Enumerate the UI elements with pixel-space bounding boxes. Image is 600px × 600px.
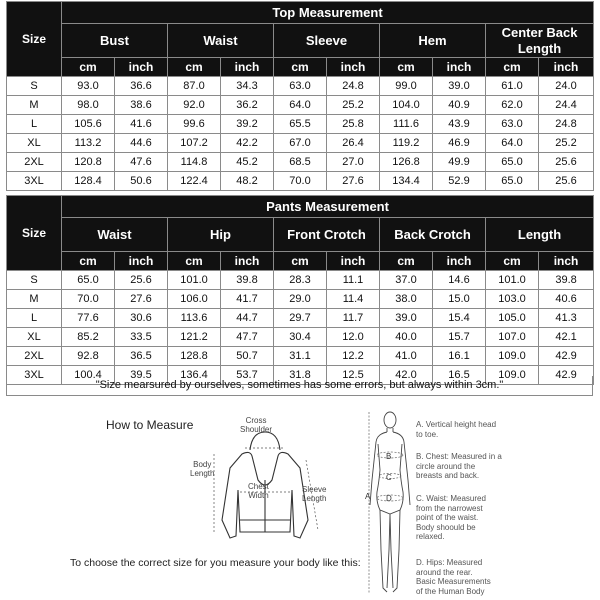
value-cell: 36.5 <box>115 347 168 366</box>
value-cell: 12.2 <box>327 347 380 366</box>
value-cell: 27.6 <box>327 172 380 191</box>
size-cell: 2XL <box>7 153 62 172</box>
value-cell: 109.0 <box>486 366 539 385</box>
group-header: Hem <box>380 24 486 58</box>
value-cell: 106.0 <box>168 290 221 309</box>
legend-b: B. Chest: Measured in a circle around the breasts and back. <box>416 452 502 480</box>
value-cell: 52.9 <box>433 172 486 191</box>
value-cell: 25.2 <box>539 134 594 153</box>
figure-letter-a: A <box>365 492 371 501</box>
unit-header: inch <box>327 252 380 271</box>
value-cell: 11.4 <box>327 290 380 309</box>
value-cell: 65.0 <box>486 153 539 172</box>
value-cell: 113.2 <box>62 134 115 153</box>
value-cell: 101.0 <box>486 271 539 290</box>
value-cell: 25.2 <box>327 96 380 115</box>
unit-header: cm <box>380 58 433 77</box>
value-cell: 65.5 <box>274 115 327 134</box>
value-cell: 50.6 <box>115 172 168 191</box>
value-cell: 92.8 <box>62 347 115 366</box>
value-cell: 120.8 <box>62 153 115 172</box>
value-cell: 63.0 <box>486 115 539 134</box>
value-cell: 107.0 <box>486 328 539 347</box>
table-row <box>7 96 594 115</box>
value-cell: 41.7 <box>221 290 274 309</box>
value-cell: 68.5 <box>274 153 327 172</box>
value-cell: 39.5 <box>115 366 168 385</box>
value-cell: 38.0 <box>380 290 433 309</box>
size-cell: 3XL <box>7 172 62 191</box>
value-cell: 63.0 <box>274 77 327 96</box>
size-cell: L <box>7 115 62 134</box>
value-cell: 64.0 <box>486 134 539 153</box>
value-cell: 61.0 <box>486 77 539 96</box>
value-cell: 27.6 <box>115 290 168 309</box>
value-cell: 136.4 <box>168 366 221 385</box>
size-cell: 3XL <box>7 366 62 385</box>
value-cell: 70.0 <box>62 290 115 309</box>
unit-header: cm <box>168 58 221 77</box>
value-cell: 24.0 <box>539 77 594 96</box>
value-cell: 105.6 <box>62 115 115 134</box>
value-cell: 53.7 <box>221 366 274 385</box>
value-cell: 33.5 <box>115 328 168 347</box>
size-cell: XL <box>7 134 62 153</box>
value-cell: 64.0 <box>274 96 327 115</box>
value-cell: 11.7 <box>327 309 380 328</box>
size-cell: S <box>7 271 62 290</box>
unit-header: cm <box>168 252 221 271</box>
value-cell: 24.8 <box>327 77 380 96</box>
value-cell: 44.6 <box>115 134 168 153</box>
value-cell: 42.0 <box>380 366 433 385</box>
unit-header: cm <box>62 58 115 77</box>
value-cell: 49.9 <box>433 153 486 172</box>
unit-header: inch <box>327 58 380 77</box>
legend-d: D. Hips: Measured around the rear. Basic Measurements of the Human Body <box>416 558 491 596</box>
value-cell: 47.7 <box>221 328 274 347</box>
value-cell: 40.9 <box>433 96 486 115</box>
unit-header: cm <box>274 58 327 77</box>
table-row <box>7 172 594 191</box>
table-title: Pants Measurement <box>62 196 594 218</box>
table-row <box>7 134 594 153</box>
value-cell: 25.8 <box>327 115 380 134</box>
value-cell: 24.4 <box>539 96 594 115</box>
table-row <box>7 328 594 347</box>
table-row <box>7 347 594 366</box>
figure-letter-d: D <box>386 494 392 503</box>
value-cell: 92.0 <box>168 96 221 115</box>
size-cell: XL <box>7 328 62 347</box>
value-cell: 46.9 <box>433 134 486 153</box>
top-measurement-table <box>6 1 594 191</box>
legend-c: C. Waist: Measured from the narrowest point of the waist. Body shoould be relaxed. <box>416 494 486 541</box>
value-cell: 41.0 <box>380 347 433 366</box>
value-cell: 40.6 <box>539 290 594 309</box>
value-cell: 62.0 <box>486 96 539 115</box>
body-figure-icon <box>365 410 415 600</box>
unit-header: cm <box>486 252 539 271</box>
value-cell: 65.0 <box>486 172 539 191</box>
table-row <box>7 309 594 328</box>
unit-header: inch <box>433 252 486 271</box>
value-cell: 31.1 <box>274 347 327 366</box>
value-cell: 15.0 <box>433 290 486 309</box>
value-cell: 98.0 <box>62 96 115 115</box>
value-cell: 77.6 <box>62 309 115 328</box>
value-cell: 31.8 <box>274 366 327 385</box>
table-row <box>7 153 594 172</box>
unit-header: inch <box>539 252 594 271</box>
group-header: Hip <box>168 218 274 252</box>
size-cell: M <box>7 290 62 309</box>
value-cell: 11.1 <box>327 271 380 290</box>
value-cell: 24.8 <box>539 115 594 134</box>
value-cell: 128.8 <box>168 347 221 366</box>
value-cell: 101.0 <box>168 271 221 290</box>
value-cell: 30.4 <box>274 328 327 347</box>
table-row <box>7 271 594 290</box>
value-cell: 39.0 <box>433 77 486 96</box>
value-cell: 104.0 <box>380 96 433 115</box>
value-cell: 67.0 <box>274 134 327 153</box>
value-cell: 25.6 <box>115 271 168 290</box>
value-cell: 105.0 <box>486 309 539 328</box>
value-cell: 36.6 <box>115 77 168 96</box>
value-cell: 38.6 <box>115 96 168 115</box>
value-cell: 34.3 <box>221 77 274 96</box>
value-cell: 111.6 <box>380 115 433 134</box>
unit-header: inch <box>115 58 168 77</box>
value-cell: 122.4 <box>168 172 221 191</box>
measurement-note: "Size mearsured by ourselves, sometimes has some errors, but always within 3cm." <box>6 376 593 396</box>
value-cell: 40.0 <box>380 328 433 347</box>
table-row <box>7 115 594 134</box>
value-cell: 12.5 <box>327 366 380 385</box>
value-cell: 42.9 <box>539 347 594 366</box>
value-cell: 100.4 <box>62 366 115 385</box>
sleeve-length-label: Sleeve Length <box>302 485 327 503</box>
cross-shoulder-label: Cross Shoulder <box>240 416 273 434</box>
value-cell: 65.0 <box>62 271 115 290</box>
value-cell: 47.6 <box>115 153 168 172</box>
value-cell: 119.2 <box>380 134 433 153</box>
unit-header: cm <box>380 252 433 271</box>
value-cell: 39.8 <box>221 271 274 290</box>
value-cell: 39.2 <box>221 115 274 134</box>
group-header: Bust <box>62 24 168 58</box>
value-cell: 44.7 <box>221 309 274 328</box>
value-cell: 16.1 <box>433 347 486 366</box>
value-cell: 50.7 <box>221 347 274 366</box>
value-cell: 28.3 <box>274 271 327 290</box>
value-cell: 43.9 <box>433 115 486 134</box>
group-header: Waist <box>168 24 274 58</box>
size-header: Size <box>7 2 62 77</box>
value-cell: 25.6 <box>539 172 594 191</box>
value-cell: 30.6 <box>115 309 168 328</box>
value-cell: 14.6 <box>433 271 486 290</box>
value-cell: 25.6 <box>539 153 594 172</box>
value-cell: 107.2 <box>168 134 221 153</box>
pants-measurement-table <box>6 195 594 385</box>
group-header: Length <box>486 218 594 252</box>
value-cell: 39.0 <box>380 309 433 328</box>
group-header: Front Crotch <box>274 218 380 252</box>
unit-header: inch <box>221 252 274 271</box>
table-title: Top Measurement <box>62 2 594 24</box>
group-header: Sleeve <box>274 24 380 58</box>
value-cell: 12.0 <box>327 328 380 347</box>
value-cell: 39.8 <box>539 271 594 290</box>
table-row <box>7 290 594 309</box>
table-row <box>7 77 594 96</box>
value-cell: 42.2 <box>221 134 274 153</box>
size-header: Size <box>7 196 62 271</box>
size-cell: M <box>7 96 62 115</box>
guide-title: How to Measure <box>106 418 194 432</box>
value-cell: 103.0 <box>486 290 539 309</box>
legend-a: A. Vertical height head to toe. <box>416 420 497 439</box>
value-cell: 114.8 <box>168 153 221 172</box>
value-cell: 37.0 <box>380 271 433 290</box>
unit-header: cm <box>274 252 327 271</box>
group-header: Back Crotch <box>380 218 486 252</box>
value-cell: 48.2 <box>221 172 274 191</box>
value-cell: 109.0 <box>486 347 539 366</box>
value-cell: 126.8 <box>380 153 433 172</box>
choose-size-text: To choose the correct size for you measure your body like this: <box>70 557 361 569</box>
size-cell: S <box>7 77 62 96</box>
value-cell: 113.6 <box>168 309 221 328</box>
unit-header: inch <box>433 58 486 77</box>
value-cell: 29.7 <box>274 309 327 328</box>
value-cell: 134.4 <box>380 172 433 191</box>
value-cell: 15.4 <box>433 309 486 328</box>
group-header: Center Back Length <box>486 24 594 58</box>
value-cell: 93.0 <box>62 77 115 96</box>
size-cell: L <box>7 309 62 328</box>
value-cell: 85.2 <box>62 328 115 347</box>
value-cell: 70.0 <box>274 172 327 191</box>
value-cell: 99.6 <box>168 115 221 134</box>
value-cell: 42.9 <box>539 366 594 385</box>
body-length-label: Body Length <box>190 460 215 478</box>
value-cell: 15.7 <box>433 328 486 347</box>
figure-letter-c: C <box>386 473 392 482</box>
value-cell: 29.0 <box>274 290 327 309</box>
value-cell: 45.2 <box>221 153 274 172</box>
value-cell: 36.2 <box>221 96 274 115</box>
value-cell: 87.0 <box>168 77 221 96</box>
unit-header: inch <box>221 58 274 77</box>
unit-header: cm <box>486 58 539 77</box>
value-cell: 41.3 <box>539 309 594 328</box>
value-cell: 99.0 <box>380 77 433 96</box>
group-header: Waist <box>62 218 168 252</box>
figure-letter-b: B <box>386 452 392 461</box>
unit-header: cm <box>62 252 115 271</box>
value-cell: 121.2 <box>168 328 221 347</box>
chest-width-label: Chest Width <box>248 482 269 500</box>
unit-header: inch <box>115 252 168 271</box>
value-cell: 27.0 <box>327 153 380 172</box>
size-cell: 2XL <box>7 347 62 366</box>
unit-header: inch <box>539 58 594 77</box>
value-cell: 42.1 <box>539 328 594 347</box>
value-cell: 16.5 <box>433 366 486 385</box>
value-cell: 128.4 <box>62 172 115 191</box>
value-cell: 41.6 <box>115 115 168 134</box>
value-cell: 26.4 <box>327 134 380 153</box>
measure-guide <box>0 400 600 600</box>
